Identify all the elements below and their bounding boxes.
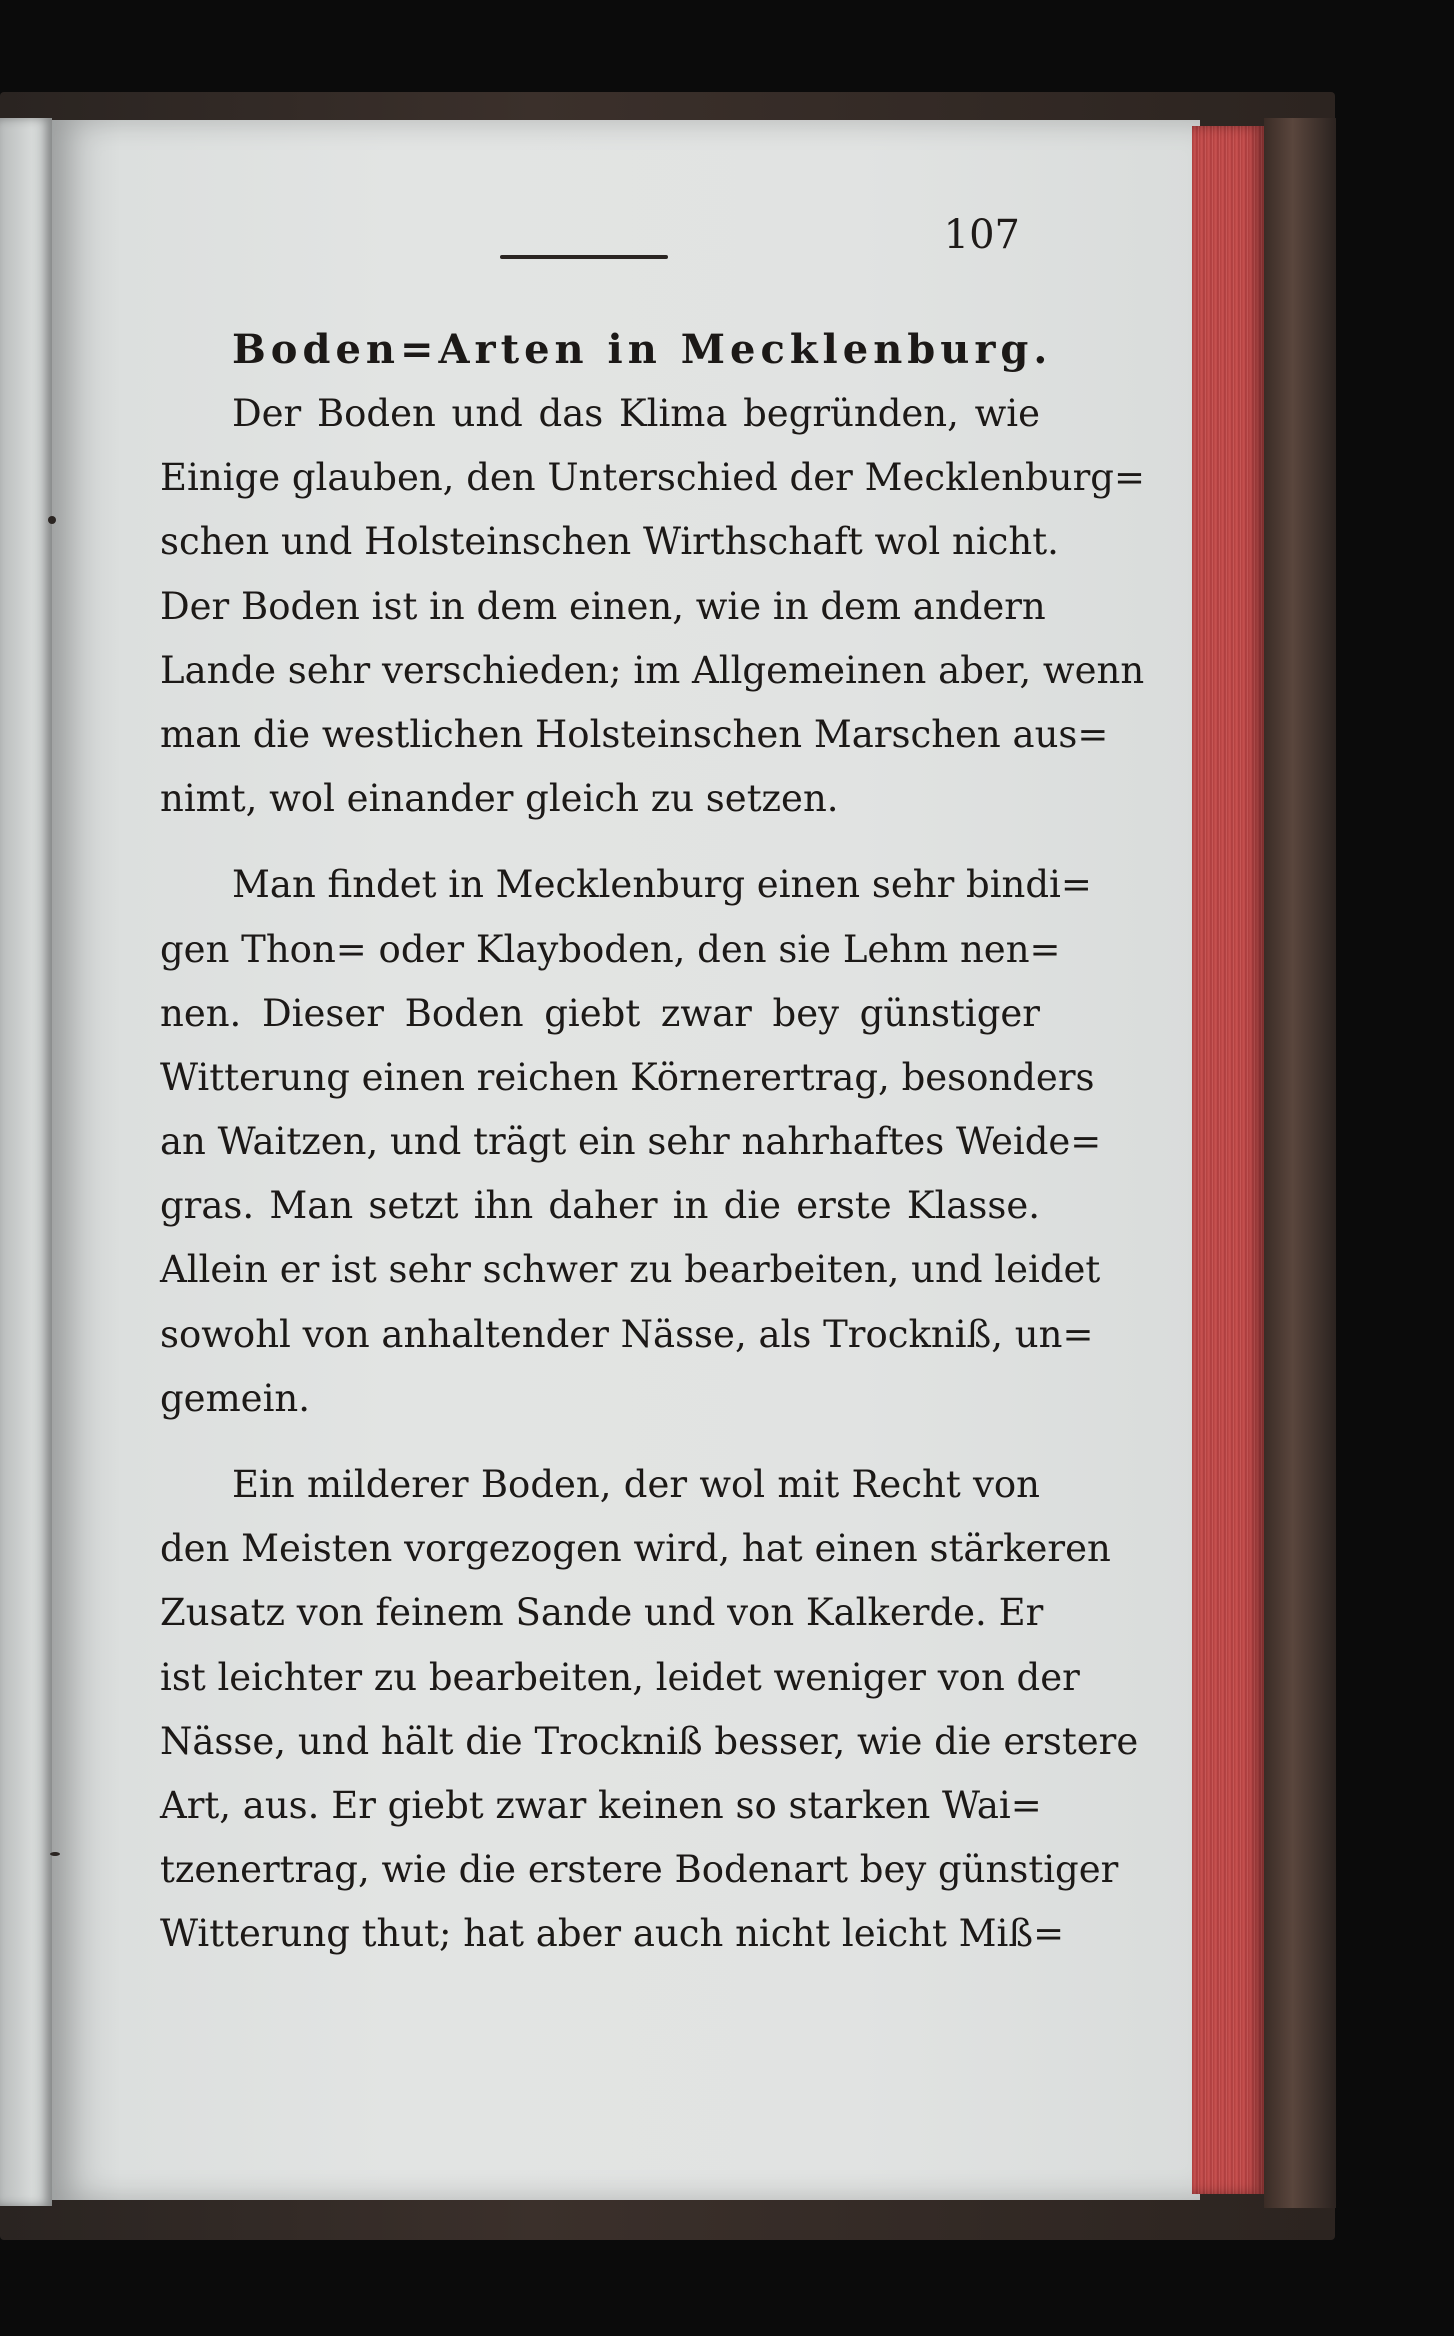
text-line: sowohl von anhaltender Nässe, als Trockniß, un= bbox=[160, 1312, 1094, 1356]
text-line: gemein. bbox=[160, 1376, 310, 1420]
text-line: gras. Man setzt ihn daher in die erste Klasse. bbox=[160, 1184, 1040, 1228]
text-line: schen und Holsteinschen Wirthschaft wol nicht. bbox=[160, 520, 1059, 564]
text-line: Nässe, und hält die Trockniß besser, wie die erstere bbox=[160, 1719, 1139, 1763]
paragraph-2 bbox=[160, 853, 1102, 1431]
stray-mark bbox=[50, 1852, 60, 1856]
text-line: man die westlichen Holsteinschen Marschen aus= bbox=[160, 712, 1109, 756]
text-line: Allein er ist sehr schwer zu bearbeiten, und leidet bbox=[160, 1248, 1101, 1292]
text-line: Man findet in Mecklenburg einen sehr bindi= bbox=[232, 863, 1092, 907]
text-line: tzenertrag, wie die erstere Bodenart bey günstiger bbox=[160, 1848, 1119, 1892]
text-line: Witterung einen reichen Körnerertrag, besonders bbox=[160, 1055, 1095, 1099]
text-line: Ein milderer Boden, der wol mit Recht von bbox=[232, 1463, 1040, 1506]
text-line: nimt, wol einander gleich zu setzen. bbox=[160, 777, 839, 821]
text-line: Witterung thut; hat aber auch nicht leicht Miß= bbox=[160, 1912, 1065, 1956]
text-line: ist leichter zu bearbeiten, leidet weniger von der bbox=[160, 1655, 1080, 1699]
stray-mark bbox=[48, 516, 56, 524]
text-line: Einige glauben, den Unterschied der Mecklenburg= bbox=[160, 456, 1145, 500]
text-block bbox=[160, 318, 1145, 1967]
text-line: Art, aus. Er giebt zwar keinen so starken Wai= bbox=[160, 1783, 1042, 1827]
text-line: Zusatz von feinem Sande und von Kalkerde. Er bbox=[160, 1591, 1044, 1635]
facing-page-edge bbox=[0, 118, 52, 2206]
paragraph-1 bbox=[160, 382, 1145, 831]
text-line: an Waitzen, und trägt ein sehr nahrhaftes Weide= bbox=[160, 1120, 1102, 1164]
section-heading: Boden=Arten in Mecklenburg. bbox=[232, 326, 1053, 373]
text-line: den Meisten vorgezogen wird, hat einen stärkeren bbox=[160, 1527, 1111, 1571]
text-line: Der Boden und das Klima begründen, wie bbox=[232, 392, 1040, 435]
text-line: nen. Dieser Boden giebt zwar bey günstiger bbox=[160, 991, 1040, 1035]
text-line: gen Thon= oder Klayboden, den sie Lehm nen= bbox=[160, 927, 1061, 971]
cover-edge bbox=[1264, 118, 1336, 2208]
paragraph-3 bbox=[160, 1453, 1139, 1967]
header-rule bbox=[500, 255, 668, 259]
red-page-edges bbox=[1192, 126, 1264, 2194]
text-line: Der Boden ist in dem einen, wie in dem andern bbox=[160, 584, 1046, 628]
page-number: 107 bbox=[943, 212, 1020, 258]
text-line: Lande sehr verschieden; im Allgemeinen aber, wenn bbox=[160, 648, 1145, 692]
